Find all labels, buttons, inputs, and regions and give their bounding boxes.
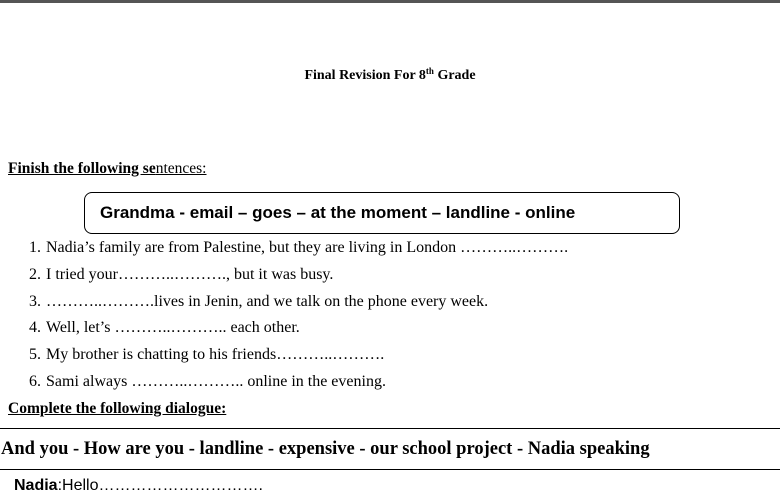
top-rule — [0, 0, 780, 3]
sentence-item — [29, 343, 568, 370]
sentence-item — [29, 316, 568, 343]
dialogue-word-bank: And you - How are you - landline - expensive - our school project - Nadia speaking — [0, 428, 780, 470]
sentence-number: 3. — [29, 292, 41, 310]
sentence-item — [29, 263, 568, 290]
dialogue-line: Nadia:Hello…………………………. — [14, 477, 263, 494]
page-title — [0, 66, 780, 84]
sentence-number: 6. — [29, 372, 41, 390]
title-suffix: Grade — [433, 68, 476, 83]
sentence-text: ………..……….lives in Jenin, and we talk on the phone every week. — [46, 292, 489, 310]
dialogue-speaker: Nadia — [14, 477, 58, 494]
sentence-item — [29, 236, 568, 263]
section1-heading-bold: Finish the following se — [8, 160, 156, 177]
sentence-number: 2. — [29, 265, 41, 283]
sentence-text: Sami always ………..……….. online in the evening. — [46, 372, 386, 390]
dialogue-text: Hello…………………………. — [62, 477, 263, 494]
title-prefix: Final Revision For 8 — [304, 68, 426, 83]
sentence-number: 5. — [29, 346, 41, 364]
sentence-text: I tried your………..………., but it was busy. — [46, 265, 334, 283]
section1-heading — [8, 160, 207, 178]
sentence-list — [29, 236, 568, 397]
sentence-number: 1. — [29, 239, 41, 256]
section2-heading: Complete the following dialogue: — [8, 400, 227, 417]
sentence-text: Nadia’s family are from Palestine, but they are living in London ………..………. — [46, 239, 569, 256]
sentence-item — [29, 370, 568, 397]
sentence-text: My brother is chatting to his friends………..………. — [46, 346, 385, 364]
sentence-text: Well, let’s ………..……….. each other. — [46, 319, 300, 337]
sentence-item — [29, 290, 568, 317]
section1-heading-light: ntences: — [155, 160, 207, 177]
word-bank-box: Grandma - email – goes – at the moment – landline - online — [84, 192, 680, 234]
sentence-number: 4. — [29, 319, 41, 337]
title-superscript: th — [425, 66, 434, 76]
